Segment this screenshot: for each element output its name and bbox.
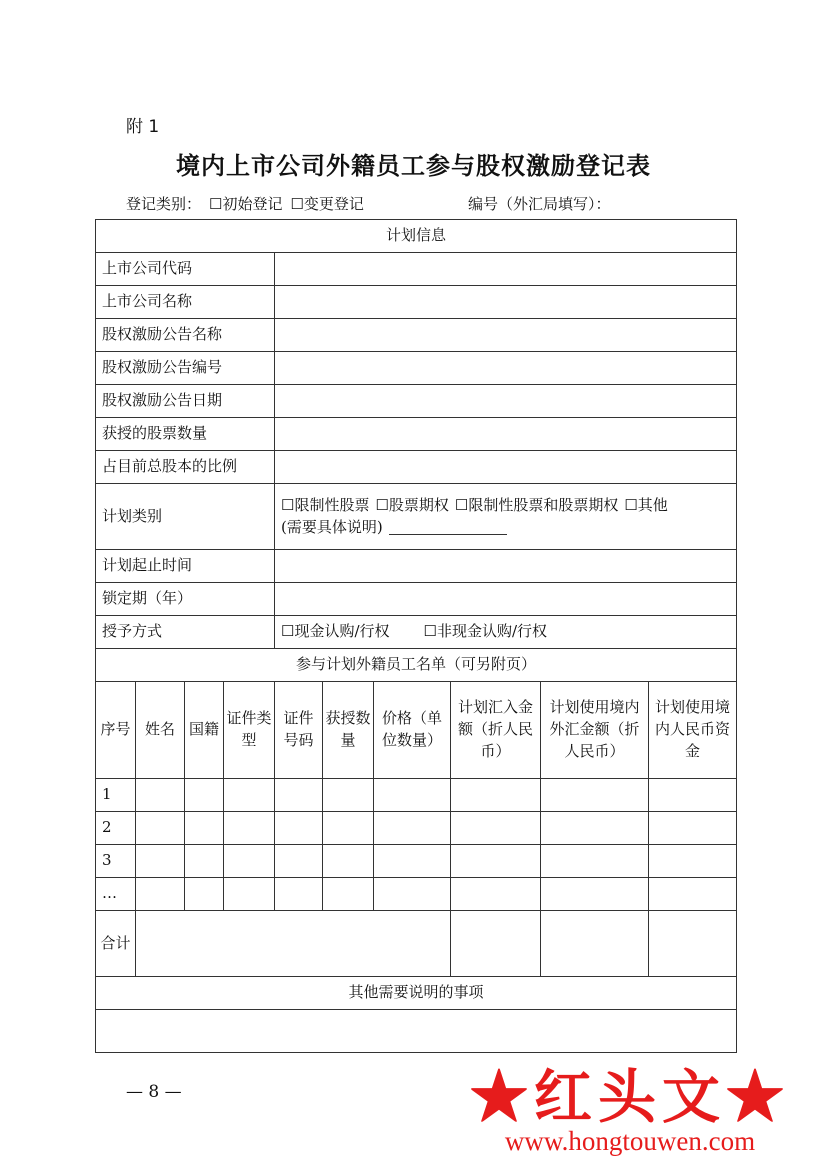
cell[interactable] [323,812,374,845]
checkbox-noncash-exercise[interactable]: ☐非现金认购/行权 [423,622,548,641]
cell[interactable] [275,779,323,812]
registration-type [126,193,372,214]
watermark-text-row [440,1050,820,1134]
cell[interactable] [275,878,323,911]
col-header-name: 姓名 [136,682,185,779]
checkbox-cash-exercise[interactable]: ☐现金认购/行权 [281,622,390,641]
field-label: 股权激励公告日期 [96,385,275,418]
col-header-id-number: 证件号码 [275,682,323,779]
cell[interactable] [323,845,374,878]
checkbox-restricted-and-options[interactable]: ☐限制性股票和股票期权 [454,495,619,514]
checkbox-other[interactable]: ☐其他 [624,495,668,514]
total-planned-inflow[interactable] [451,911,541,977]
listed-company-code-input[interactable] [275,253,737,286]
cell[interactable] [323,878,374,911]
cell[interactable] [323,779,374,812]
col-header-domestic-rmb: 计划使用境内人民币资金 [649,682,737,779]
cell[interactable] [649,812,737,845]
announcement-date-input[interactable] [275,385,737,418]
col-header-granted-qty: 获授数量 [323,682,374,779]
cell[interactable] [374,812,451,845]
checkbox-stock-options[interactable]: ☐股票期权 [375,495,449,514]
checkbox-initial-registration[interactable]: ☐初始登记 [209,195,283,213]
cell[interactable] [136,812,185,845]
registration-type-label: 登记类别： [126,195,202,213]
serial-number-label: 编号（外汇局填写）： [468,195,611,213]
table-row [96,878,737,911]
total-domestic-rmb[interactable] [649,911,737,977]
cell[interactable] [224,845,275,878]
field-label: 占目前总股本的比例 [96,451,275,484]
cell[interactable] [451,779,541,812]
plan-info-section-title: 计划信息 [96,220,737,253]
plan-type-label: 计划类别 [96,484,275,550]
star-icon: ★ [469,1063,534,1131]
table-row [96,812,737,845]
cell[interactable] [649,878,737,911]
listed-company-name-input[interactable] [275,286,737,319]
cell[interactable] [185,878,224,911]
cell[interactable] [224,779,275,812]
cell[interactable] [136,845,185,878]
plan-type-options [275,484,737,550]
cell[interactable] [185,845,224,878]
col-header-serial: 序号 [96,682,136,779]
row-number: 1 [96,779,136,812]
watermark-url: www.hongtouwen.com [504,1126,756,1156]
grant-method-options [275,616,737,649]
cell[interactable] [451,812,541,845]
checkbox-change-registration[interactable]: ☐变更登记 [290,195,364,213]
row-number: … [96,878,136,911]
notes-input[interactable] [96,1010,737,1053]
cell[interactable] [541,812,649,845]
plan-type-note: (需要具体说明) [281,517,383,536]
watermark [440,1050,820,1165]
field-label: 股权激励公告编号 [96,352,275,385]
cell[interactable] [374,878,451,911]
col-header-id-type: 证件类型 [224,682,275,779]
star-icon: ★ [726,1063,791,1131]
share-ratio-input[interactable] [275,451,737,484]
table-row [96,779,737,812]
row-number: 2 [96,812,136,845]
field-label: 上市公司代码 [96,253,275,286]
lock-period-label: 锁定期（年） [96,583,275,616]
form-title: 境内上市公司外籍员工参与股权激励登记表 [176,151,651,180]
field-label: 获授的股票数量 [96,418,275,451]
col-header-nationality: 国籍 [185,682,224,779]
cell[interactable] [374,845,451,878]
cell[interactable] [185,812,224,845]
cell[interactable] [275,845,323,878]
annex-label: 附 1 [126,117,160,137]
granted-shares-input[interactable] [275,418,737,451]
lock-period-input[interactable] [275,583,737,616]
registration-table [95,219,737,1053]
cell[interactable] [541,845,649,878]
cell[interactable] [541,878,649,911]
row-number: 3 [96,845,136,878]
cell[interactable] [451,845,541,878]
cell[interactable] [185,779,224,812]
other-description-blank[interactable] [389,520,507,535]
cell[interactable] [541,779,649,812]
col-header-planned-inflow: 计划汇入金额（折人民币） [451,682,541,779]
notes-section-title: 其他需要说明的事项 [96,977,737,1010]
col-header-unit-price: 价格（单位数量） [374,682,451,779]
field-label: 上市公司名称 [96,286,275,319]
checkbox-restricted-stock[interactable]: ☐限制性股票 [281,495,370,514]
grant-method-label: 授予方式 [96,616,275,649]
watermark-text: 红头文 [533,1063,726,1131]
col-header-domestic-fx: 计划使用境内外汇金额（折人民币） [541,682,649,779]
table-row [96,845,737,878]
cell[interactable] [451,878,541,911]
cell[interactable] [224,878,275,911]
field-label: 股权激励公告名称 [96,319,275,352]
roster-section-title: 参与计划外籍员工名单（可另附页） [96,649,737,682]
announcement-name-input[interactable] [275,319,737,352]
plan-period-label: 计划起止时间 [96,550,275,583]
cell[interactable] [649,779,737,812]
plan-period-input[interactable] [275,550,737,583]
total-label: 合计 [96,911,136,977]
cell[interactable] [136,878,185,911]
cell[interactable] [649,845,737,878]
cell[interactable] [374,779,451,812]
cell[interactable] [224,812,275,845]
total-domestic-fx[interactable] [541,911,649,977]
cell[interactable] [136,779,185,812]
announcement-number-input[interactable] [275,352,737,385]
total-merged-cell[interactable] [136,911,451,977]
page-number: — 8 — [126,1082,182,1102]
cell[interactable] [275,812,323,845]
